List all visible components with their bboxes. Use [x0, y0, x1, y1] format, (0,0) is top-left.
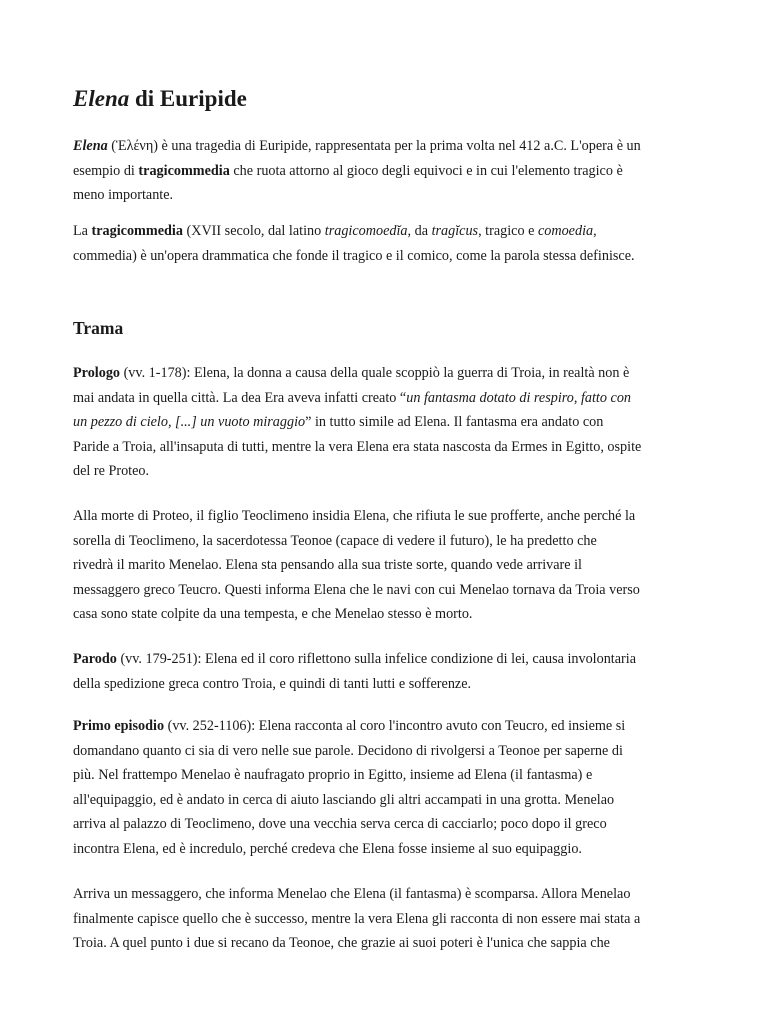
- page-title-italic: Elena: [73, 86, 130, 111]
- text-segment: mai andata in quella città. La dea Era aveva infatti creato “: [73, 389, 407, 406]
- text-line: [73, 763, 698, 788]
- text-line: [73, 459, 698, 484]
- text-segment: (vv. 1-178): Elena, la donna a causa della quale scoppiò la guerra di Troia, in realtà non è: [120, 365, 630, 381]
- text-line: [73, 183, 698, 208]
- text-segment: La: [73, 223, 92, 239]
- bold-text: Prologo: [73, 365, 121, 381]
- text-line: [73, 410, 698, 435]
- text-line: [73, 553, 698, 578]
- text-line: [73, 812, 698, 837]
- bold-text: tragicommedia: [138, 162, 230, 179]
- text-segment: finalmente capisce quello che è successo, mentre la vera Elena gli racconta di non essere mai stata a: [73, 910, 641, 927]
- text-segment: incontra Elena, ed è incredulo, perché credeva che Elena fosse insieme al suo equipaggio.: [73, 840, 582, 857]
- paragraph-prologo: [73, 361, 698, 484]
- text-segment: (Ἑλένη) è una tragedia di Euripide, rappresentata per la prima volta nel 412 a.C. L'opera è un: [107, 138, 641, 154]
- text-segment: domandano quanto ci sia di vero nelle sue parole. Decidono di rivolgersi a Teonoe per saperne di: [73, 742, 623, 759]
- text-line: [73, 244, 698, 269]
- text-line: [73, 361, 698, 386]
- bold-text: [73, 138, 108, 154]
- section-title-trama: Trama: [73, 318, 124, 338]
- text-segment: rivedrà il marito Menelao. Elena sta pensando alla sua triste sorte, quando vede arrivare il: [73, 557, 582, 574]
- text-segment: meno importante.: [73, 187, 174, 204]
- italic-text: un fantasma dotato di respiro, fatto con: [406, 389, 632, 406]
- text-segment: , tragico e: [478, 223, 538, 239]
- italic-text: comoedia: [537, 223, 594, 239]
- italic-text: tragĭcus: [431, 223, 479, 239]
- paragraph-morte-proteo: [73, 504, 698, 627]
- text-line: [73, 739, 698, 764]
- page-title-rest: di Euripide: [129, 86, 247, 111]
- paragraph-parodo: [73, 647, 698, 696]
- text-segment: arriva al palazzo di Teoclimeno, dove una vecchia serva cerca di cacciarlo; poco dopo il greco: [73, 816, 607, 833]
- text-line: [73, 907, 698, 932]
- paragraph-messaggero: [73, 882, 698, 956]
- text-line: [73, 159, 698, 184]
- text-segment: che ruota attorno al gioco degli equivoci e in cui l'elemento tragico è: [229, 162, 623, 179]
- bold-text: tragicommedia: [91, 223, 183, 239]
- text-line: [73, 647, 698, 672]
- text-segment: (XVII secolo, dal latino: [182, 223, 325, 239]
- text-segment: all'equipaggio, ed è andato in cerca di aiuto lasciando gli altri accampati in una grotta. Menelao: [73, 791, 615, 808]
- text-segment: (vv. 179-251): Elena ed il coro riflettono sulla infelice condizione di lei, causa involontaria: [116, 651, 637, 667]
- paragraph-primo-episodio: [73, 714, 698, 862]
- text-line: [73, 882, 698, 907]
- text-segment: ” in tutto simile ad Elena. Il fantasma era andato con: [305, 414, 604, 431]
- text-segment: , da: [407, 223, 432, 239]
- definition-paragraph: [73, 219, 698, 268]
- text-line: [73, 386, 698, 411]
- text-segment: Alla morte di Proteo, il figlio Teoclimeno insidia Elena, che rifiuta le sue profferte, anche perché la: [73, 508, 636, 524]
- text-line: [73, 714, 698, 739]
- bold-text: Primo episodio: [73, 718, 165, 734]
- text-line: [73, 931, 698, 956]
- text-line: [73, 435, 698, 460]
- text-segment: messaggero greco Teucro. Questi informa Elena che le navi con cui Menelao tornava da Troia verso: [73, 581, 640, 598]
- text-segment: (vv. 252-1106): Elena racconta al coro l'incontro avuto con Teucro, ed insieme si: [164, 718, 626, 734]
- text-segment: Arriva un messaggero, che informa Menelao che Elena (il fantasma) è scomparsa. Allora Menelao: [73, 886, 631, 902]
- text-segment: sorella di Teoclimeno, la sacerdotessa Teonoe (capace di vedere il futuro), le ha predetto che: [73, 532, 597, 549]
- text-line: [73, 529, 698, 554]
- page-title: [73, 84, 247, 114]
- bold-text: Parodo: [73, 651, 117, 667]
- text-segment: più. Nel frattempo Menelao è naufragato proprio in Egitto, insieme ad Elena (il fantasma) e: [73, 767, 593, 784]
- text-segment: della spedizione greca contro Troia, e quindi di tanti lutti e sofferenze.: [73, 675, 472, 692]
- text-segment: casa sono state colpite da una tempesta, e che Menelao stesso è morto.: [73, 606, 473, 623]
- text-segment: Paride a Troia, all'insaputa di tutti, mentre la vera Elena era stata nascosta da Ermes in Egitto, ospite: [73, 438, 642, 455]
- text-line: [73, 134, 698, 159]
- text-segment: Troia. A quel punto i due si recano da Teonoe, che grazie ai suoi poteri è l'unica che sappia che: [73, 935, 610, 952]
- italic-text: un pezzo di cielo, [...] un vuoto miraggio: [73, 414, 306, 431]
- italic-text: tragicomoedĭa: [324, 223, 408, 239]
- text-line: [73, 602, 698, 627]
- text-line: [73, 837, 698, 862]
- text-line: [73, 219, 698, 244]
- text-line: [73, 788, 698, 813]
- text-segment: commedia) è un'opera drammatica che fonde il tragico e il comico, come la parola stessa definisce.: [73, 247, 635, 264]
- text-segment: ,: [593, 223, 597, 239]
- text-line: [73, 504, 698, 529]
- text-line: [73, 578, 698, 603]
- text-line: [73, 672, 698, 697]
- text-segment: esempio di: [73, 162, 139, 179]
- intro-paragraph: [73, 134, 698, 208]
- text-segment: del re Proteo.: [73, 463, 150, 480]
- bold-text: Elena: [73, 138, 108, 154]
